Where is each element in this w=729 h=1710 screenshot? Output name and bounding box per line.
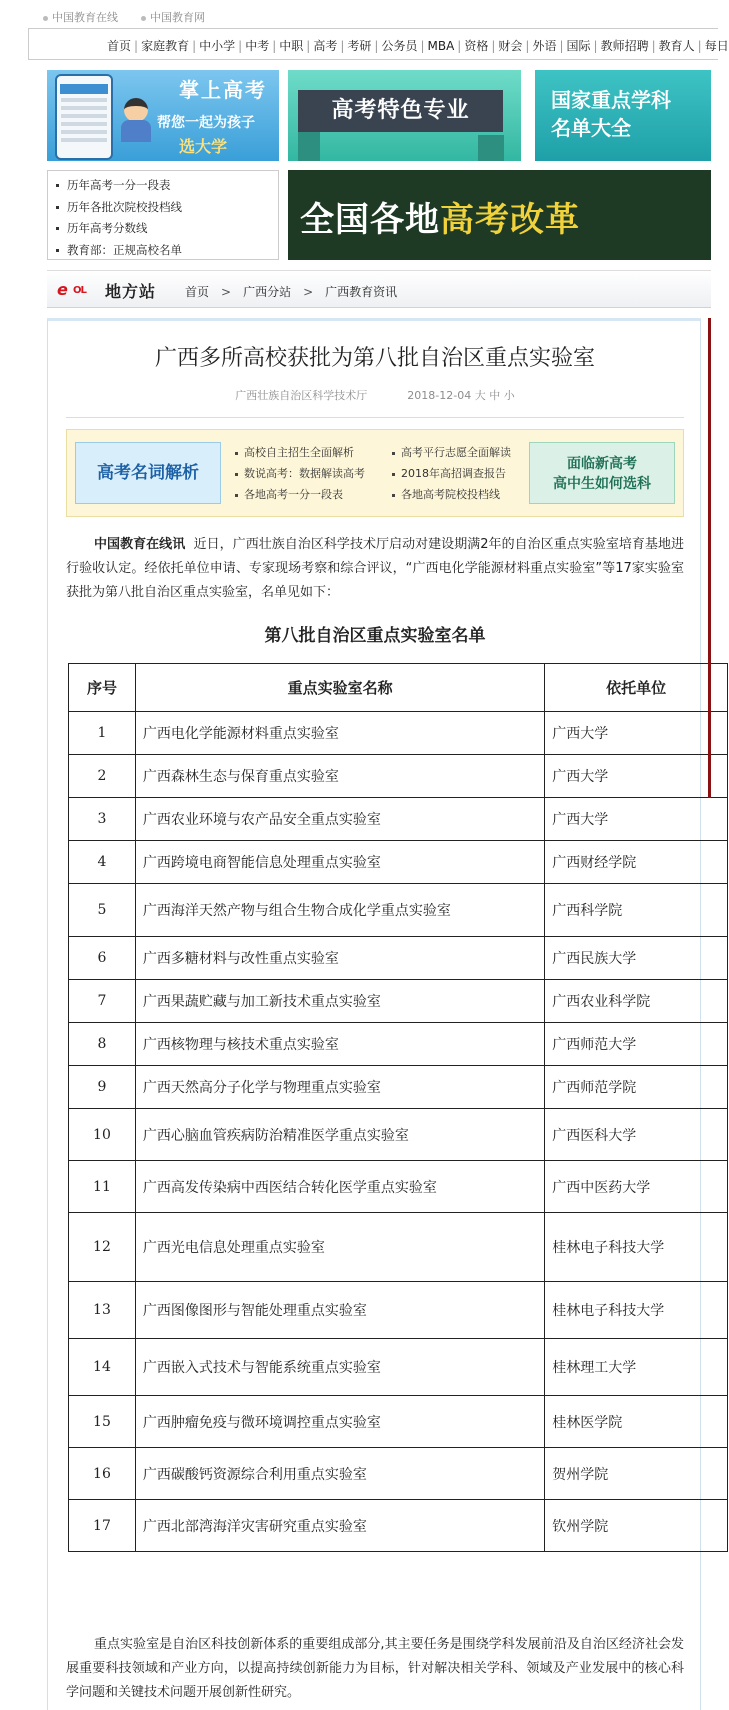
chevron-right-icon: > [303, 285, 314, 299]
row-no: 5 [69, 884, 136, 937]
local-station-title: 地方站 [105, 282, 157, 301]
promo-link[interactable]: 各地高考院校投档线 [392, 484, 511, 505]
header-no: 序号 [69, 664, 136, 712]
row-unit: 广西医科大学 [545, 1109, 728, 1161]
table-row [69, 1500, 728, 1552]
nav-item[interactable]: 首页 [107, 39, 132, 53]
building-shape [298, 131, 320, 161]
nav-item[interactable]: | 中小学 [189, 37, 235, 54]
breadcrumb [185, 283, 397, 300]
banner-title-yellow: 高考改革 [440, 200, 580, 240]
row-unit: 桂林医学院 [545, 1396, 728, 1448]
row-unit: 广西民族大学 [545, 937, 728, 980]
row-no: 6 [69, 937, 136, 980]
row-lab-name: 广西碳酸钙资源综合利用重点实验室 [135, 1448, 544, 1500]
intro-lead: 中国教育在线讯 [94, 537, 186, 552]
table-row [69, 841, 728, 884]
nav-item[interactable]: | 教师招聘 [591, 37, 649, 54]
quick-link[interactable]: 历年高考分数线 [56, 218, 278, 240]
lab-table [68, 663, 728, 1552]
row-lab-name: 广西图像图形与智能处理重点实验室 [135, 1282, 544, 1339]
article [47, 318, 701, 1710]
nav-item[interactable]: | 考研 [337, 37, 371, 54]
row-no: 2 [69, 755, 136, 798]
banner-title [300, 192, 580, 241]
promo-link[interactable]: 数说高考：数据解读高考 [235, 463, 365, 484]
row-unit: 广西中医药大学 [545, 1161, 728, 1213]
banner-title-white: 全国各地 [300, 200, 440, 240]
main-nav [28, 28, 729, 60]
promo-subject-banner[interactable] [529, 442, 675, 504]
table-row [69, 712, 728, 755]
header-unit: 依托单位 [545, 664, 728, 712]
main-nav-list [107, 37, 729, 54]
nav-item[interactable]: | 教育人 [649, 37, 695, 54]
building-shape [478, 135, 504, 161]
chevron-right-icon: > [221, 285, 232, 299]
table-body [69, 712, 728, 1552]
nav-item[interactable]: | 家庭教育 [131, 37, 189, 54]
row-lab-name: 广西农业环境与农产品安全重点实验室 [135, 798, 544, 841]
eol-logo[interactable]: e OL [57, 280, 86, 299]
row-lab-name: 广西核物理与核技术重点实验室 [135, 1023, 544, 1066]
table-row [69, 798, 728, 841]
quick-links-box [47, 170, 279, 260]
breadcrumb-news[interactable]: 广西教育资讯 [325, 285, 398, 299]
site-link-label: 中国教育网 [150, 11, 205, 24]
row-unit: 广西大学 [545, 712, 728, 755]
promo-terms-banner[interactable] [75, 442, 221, 504]
boy-illustration [119, 98, 153, 142]
row-no: 11 [69, 1161, 136, 1213]
nav-item[interactable]: | MBA [417, 39, 454, 53]
nav-item[interactable]: | 中考 [235, 37, 269, 54]
table-row [69, 1109, 728, 1161]
banner-featured-majors[interactable] [288, 70, 521, 161]
row-no: 1 [69, 712, 136, 755]
table-row [69, 937, 728, 980]
promo-subject-line2: 高中生如何选科 [553, 476, 651, 492]
banner-cta: 选大学 [179, 137, 228, 156]
article-outro: 重点实验室是自治区科技创新体系的重要组成部分,其主要任务是围绕学科发展前沿及自治区经济社会发展重要科技领域和产业方向，以提高持续创新能力为目标，针对解决相关学科、领域及产业发展中的核心科学问题和关键技术问题开展创新性研究。 [66, 1637, 684, 1700]
font-size-switch[interactable]: 大 中 小 [474, 389, 515, 402]
banner-plate [298, 90, 503, 132]
row-no: 15 [69, 1396, 136, 1448]
row-no: 17 [69, 1500, 136, 1552]
row-unit: 贺州学院 [545, 1448, 728, 1500]
promo-links-col1 [235, 442, 365, 505]
article-intro [66, 533, 684, 605]
table-row [69, 1282, 728, 1339]
row-lab-name: 广西森林生态与保育重点实验室 [135, 755, 544, 798]
row-no: 10 [69, 1109, 136, 1161]
row-no: 9 [69, 1066, 136, 1109]
article-date: 2018-12-04 [407, 389, 472, 402]
row-unit: 广西师范学院 [545, 1066, 728, 1109]
table-row [69, 1023, 728, 1066]
site-link-label: 中国教育在线 [52, 11, 118, 24]
banner-key-disciplines[interactable] [535, 70, 711, 161]
row-no: 4 [69, 841, 136, 884]
row-no: 7 [69, 980, 136, 1023]
promo-box [66, 429, 684, 517]
row-lab-name: 广西天然高分子化学与物理重点实验室 [135, 1066, 544, 1109]
side-banner-edge [708, 318, 711, 798]
row-lab-name: 广西嵌入式技术与智能系统重点实验室 [135, 1339, 544, 1396]
quick-link[interactable]: 历年各批次院校投档线 [56, 197, 278, 219]
nav-item[interactable]: | 每日 [695, 37, 729, 54]
promo-links-col2 [392, 442, 511, 505]
row-no: 14 [69, 1339, 136, 1396]
row-no: 13 [69, 1282, 136, 1339]
row-unit: 桂林电子科技大学 [545, 1282, 728, 1339]
article-title: 广西多所高校获批为第八批自治区重点实验室 [154, 346, 595, 371]
quick-link[interactable]: 教育部：正规高校名单 [56, 240, 278, 262]
row-unit: 广西财经学院 [545, 841, 728, 884]
table-row [69, 755, 728, 798]
table-row [69, 1213, 728, 1282]
breadcrumb-home[interactable]: 首页 [185, 285, 210, 299]
row-no: 12 [69, 1213, 136, 1282]
table-row [69, 1339, 728, 1396]
nav-item[interactable]: | 公务员 [371, 37, 417, 54]
bullet-icon [141, 16, 146, 21]
nav-item[interactable]: | 中职 [269, 37, 303, 54]
row-lab-name: 广西心脑血管疾病防治精准医学重点实验室 [135, 1109, 544, 1161]
row-unit: 钦州学院 [545, 1500, 728, 1552]
phone-illustration [55, 74, 113, 160]
promo-link[interactable]: 各地高考一分一段表 [235, 484, 365, 505]
row-unit: 广西大学 [545, 798, 728, 841]
table-row [69, 980, 728, 1023]
table-title: 第八批自治区重点实验室名单 [264, 626, 486, 646]
banner-subtitle: 帮您一起为孩子 [157, 115, 255, 131]
site-link-edu[interactable] [141, 9, 205, 25]
promo-subject-line1: 面临新高考 [567, 456, 637, 472]
top-bar [0, 0, 711, 28]
promo-link[interactable]: 高考平行志愿全面解读 [392, 442, 511, 463]
nav-item[interactable]: | 外语 [522, 37, 556, 54]
table-row [69, 884, 728, 937]
table-row [69, 1396, 728, 1448]
table-row [69, 1066, 728, 1109]
quick-link[interactable]: 历年高考一分一段表 [56, 175, 278, 197]
banner-gaokao-reform[interactable] [288, 170, 711, 260]
row-unit: 桂林理工大学 [545, 1339, 728, 1396]
row-lab-name: 广西光电信息处理重点实验室 [135, 1213, 544, 1282]
row-lab-name: 广西肿瘤免疫与微环境调控重点实验室 [135, 1396, 544, 1448]
row-lab-name: 广西北部湾海洋灾害研究重点实验室 [135, 1500, 544, 1552]
table-row [69, 1161, 728, 1213]
banner-title: 掌上高考 [179, 78, 267, 102]
row-unit: 桂林电子科技大学 [545, 1213, 728, 1282]
divider [66, 417, 684, 418]
bullet-icon [43, 16, 48, 21]
nav-item[interactable]: | 资格 [454, 37, 488, 54]
table-header-row [69, 664, 728, 712]
local-station-bar [47, 270, 711, 308]
row-lab-name: 广西多糖材料与改性重点实验室 [135, 937, 544, 980]
banner-title-line2: 名单大全 [551, 116, 631, 140]
row-unit: 广西大学 [545, 755, 728, 798]
row-no: 8 [69, 1023, 136, 1066]
promo-link[interactable]: 高校自主招生全面解析 [235, 442, 365, 463]
nav-item[interactable]: | 国际 [556, 37, 590, 54]
article-source: 广西壮族自治区科学技术厅 [235, 389, 368, 402]
row-lab-name: 广西高发传染病中西医结合转化医学重点实验室 [135, 1161, 544, 1213]
nav-item[interactable]: | 财会 [488, 37, 522, 54]
row-lab-name: 广西电化学能源材料重点实验室 [135, 712, 544, 755]
banner-title [551, 86, 671, 142]
row-lab-name: 广西跨境电商智能信息处理重点实验室 [135, 841, 544, 884]
row-no: 16 [69, 1448, 136, 1500]
row-unit: 广西师范大学 [545, 1023, 728, 1066]
row-lab-name: 广西果蔬贮藏与加工新技术重点实验室 [135, 980, 544, 1023]
banner-app-gaokao[interactable] [47, 70, 279, 161]
table-row [69, 1448, 728, 1500]
breadcrumb-guangxi[interactable]: 广西分站 [243, 285, 292, 299]
banner-title: 高考特色专业 [331, 98, 470, 123]
banner-title-line1: 国家重点学科 [551, 88, 671, 112]
site-link-eol[interactable] [43, 9, 118, 25]
row-lab-name: 广西海洋天然产物与组合生物合成化学重点实验室 [135, 884, 544, 937]
header-name: 重点实验室名称 [135, 664, 544, 712]
promo-terms-label: 高考名词解析 [97, 463, 199, 483]
promo-link[interactable]: 2018年高招调查报告 [392, 463, 511, 484]
row-no: 3 [69, 798, 136, 841]
nav-item[interactable]: | 高考 [303, 37, 337, 54]
intro-body: 近日，广西壮族自治区科学技术厅启动对建设期满2年的自治区重点实验室培育基地进行验收认定。经依托单位申请、专家现场考察和综合评议，“广西电化学能源材料重点实验室”等17家实验室获批为第八批自治区重点实验室，名单见如下： [66, 537, 684, 600]
row-unit: 广西农业科学院 [545, 980, 728, 1023]
row-unit: 广西科学院 [545, 884, 728, 937]
article-meta [48, 387, 702, 403]
